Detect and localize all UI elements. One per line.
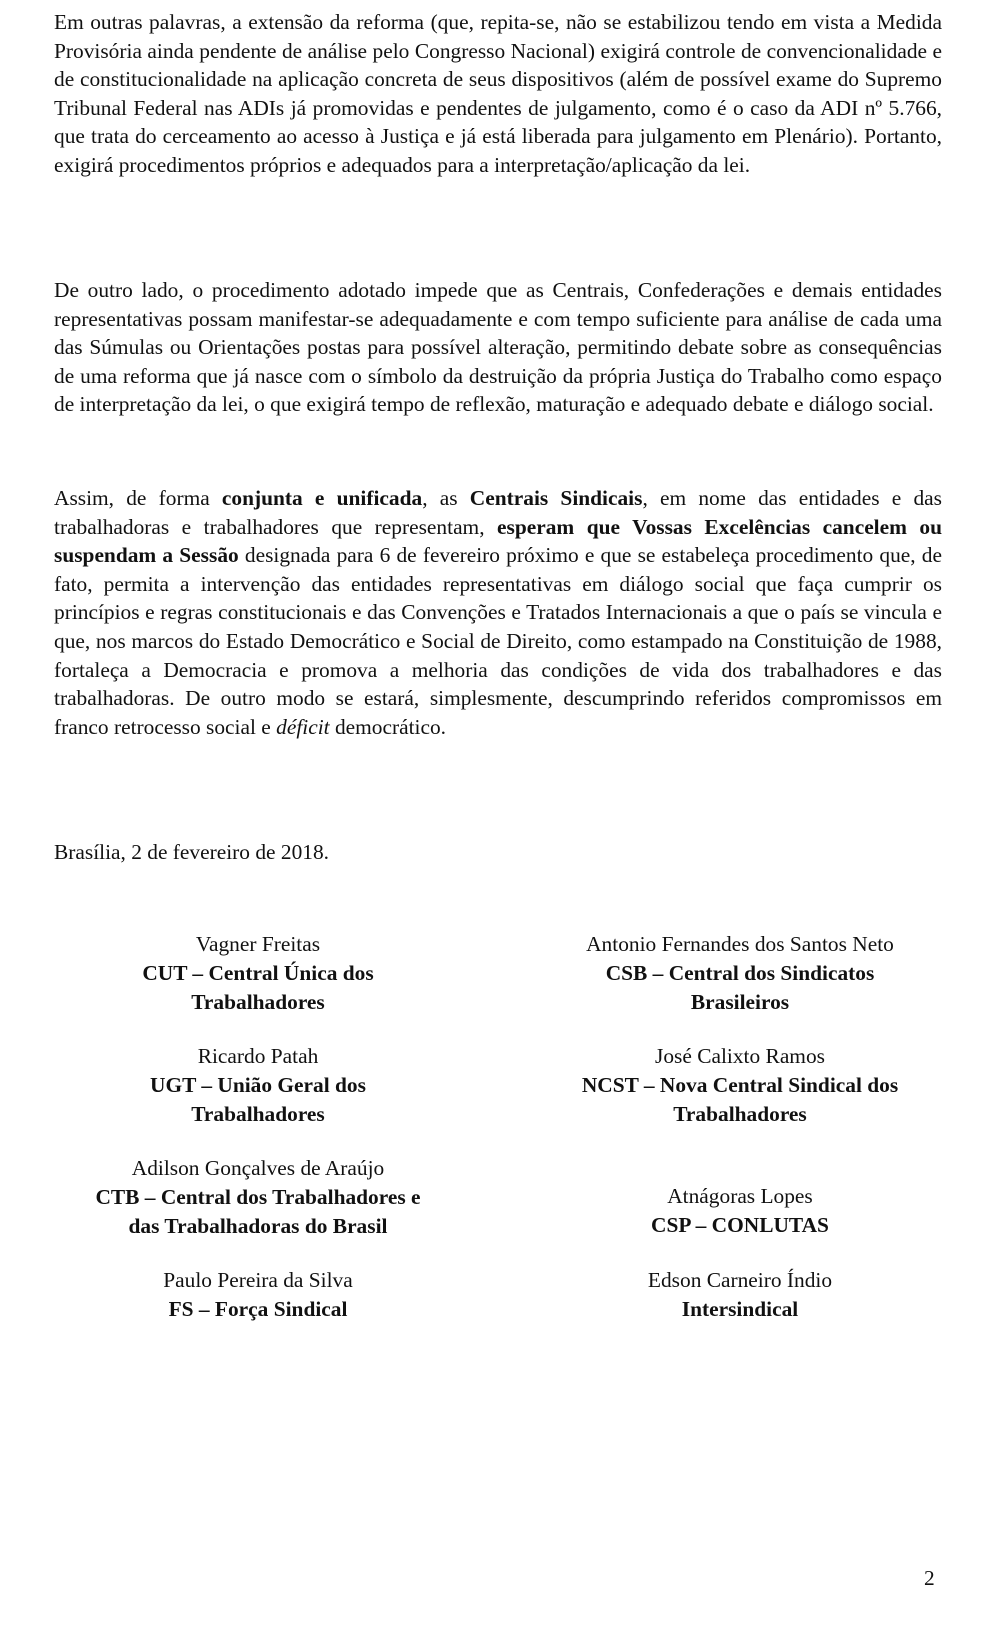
signatory-name: José Calixto Ramos	[655, 1044, 825, 1068]
request-text: democrático.	[329, 714, 446, 739]
signatory-organization: NCST – Nova Central Sindical dos	[581, 1073, 899, 1097]
signatory-name: Ricardo Patah	[197, 1044, 319, 1068]
page-number: 2	[924, 1566, 935, 1590]
signatory-organization: Trabalhadores	[191, 990, 325, 1014]
signatory-name: Paulo Pereira da Silva	[163, 1268, 353, 1292]
signatory-organization: FS – Força Sindical	[168, 1297, 348, 1321]
signatory-block	[54, 1042, 462, 1129]
request-text: , em nome das entidades e das trabalhadoras e trabalhadores que representam,	[54, 486, 942, 539]
signatory-block	[54, 1154, 462, 1241]
signatory-name: Edson Carneiro Índio	[647, 1268, 833, 1292]
signatory-name: Antonio Fernandes dos Santos Neto	[586, 932, 894, 956]
signatory-block	[520, 930, 960, 1017]
signatory-organization: CTB – Central dos Trabalhadores e	[95, 1185, 421, 1209]
signatory-organization: Trabalhadores	[191, 1102, 325, 1126]
signatory-block	[520, 1182, 960, 1240]
signatory-organization: Brasileiros	[690, 990, 790, 1014]
request-text: Assim, de forma	[54, 486, 222, 510]
signatory-name: Atnágoras Lopes	[667, 1184, 813, 1208]
signatory-organization: Intersindical	[681, 1297, 799, 1321]
signatory-block	[54, 930, 462, 1017]
signatory-organization: Trabalhadores	[673, 1102, 807, 1126]
request-bold-text: esperam que Vossas Excelências cancelem ou suspendam a Sessão	[54, 514, 942, 568]
signatory-block	[54, 1266, 462, 1324]
request-italic-text: déficit	[276, 714, 330, 739]
paragraph-procedure-objection: De outro lado, o procedimento adotado impede que as Centrais, Confederações e demais entidades representativas possam manifestar-se adequadamente e com tempo suficiente para análise de cada uma das Súmulas ou Orientações postas para possível alteração, permitindo debate sobre as consequências de uma reforma que já nasce com o símbolo da destruição da própria Justiça do Trabalho como espaço de interpretação da lei, o que exigirá tempo de reflexão, maturação e adequado debate e diálogo social.	[54, 278, 942, 417]
signatory-block	[520, 1266, 960, 1324]
signatory-organization: das Trabalhadoras do Brasil	[128, 1214, 388, 1238]
signatory-name: Vagner Freitas	[195, 932, 321, 956]
signatory-organization: CUT – Central Única dos	[142, 961, 374, 985]
paragraph-request	[54, 484, 942, 741]
signatory-organization: CSP – CONLUTAS	[651, 1213, 829, 1237]
signatory-organization: CSB – Central dos Sindicatos	[605, 961, 875, 985]
paragraph-reform-extension: Em outras palavras, a extensão da reforma (que, repita-se, não se estabilizou tendo em vista a Medida Provisória ainda pendente de análise pelo Congresso Nacional) exigirá controle de convencionalidade e de constitucionalidade na aplicação concreta de seus dispositivos (além de possível exame do Supremo Tribunal Federal nas ADIs já promovidas e pendentes de julgamento, como é o caso da ADI nº 5.766, que trata do cerceamento ao acesso à Justiça e já está liberada para julgamento em Plenário). Portanto, exigirá procedimentos próprios e adequados para a interpretação/aplicação da lei.	[54, 10, 942, 177]
request-bold-text: conjunta e unificada	[221, 486, 423, 510]
signatory-organization: UGT – União Geral dos	[150, 1073, 366, 1097]
request-text: , as	[422, 486, 470, 510]
date-line: Brasília, 2 de fevereiro de 2018.	[54, 840, 330, 864]
signatory-block	[520, 1042, 960, 1129]
signatory-name: Adilson Gonçalves de Araújo	[131, 1156, 385, 1180]
request-bold-text: Centrais Sindicais	[469, 486, 643, 510]
request-text: designada para 6 de fevereiro próximo e que se estabeleça procedimento que, de fato, permita a intervenção das entidades representativas em diálogo social que faça cumprir os princípios e regras constitucionais e das Convenções e Tratados Internacionais a que o país se vincula e que, nos marcos do Estado Democrático e Social de Direito, como estampado na Constituição de 1988, fortaleça a Democracia e promova a melhoria das condições de vida dos trabalhadores e das trabalhadoras. De outro modo se estará, simplesmente, descumprindo referidos compromissos em franco retrocesso social e	[54, 543, 942, 739]
